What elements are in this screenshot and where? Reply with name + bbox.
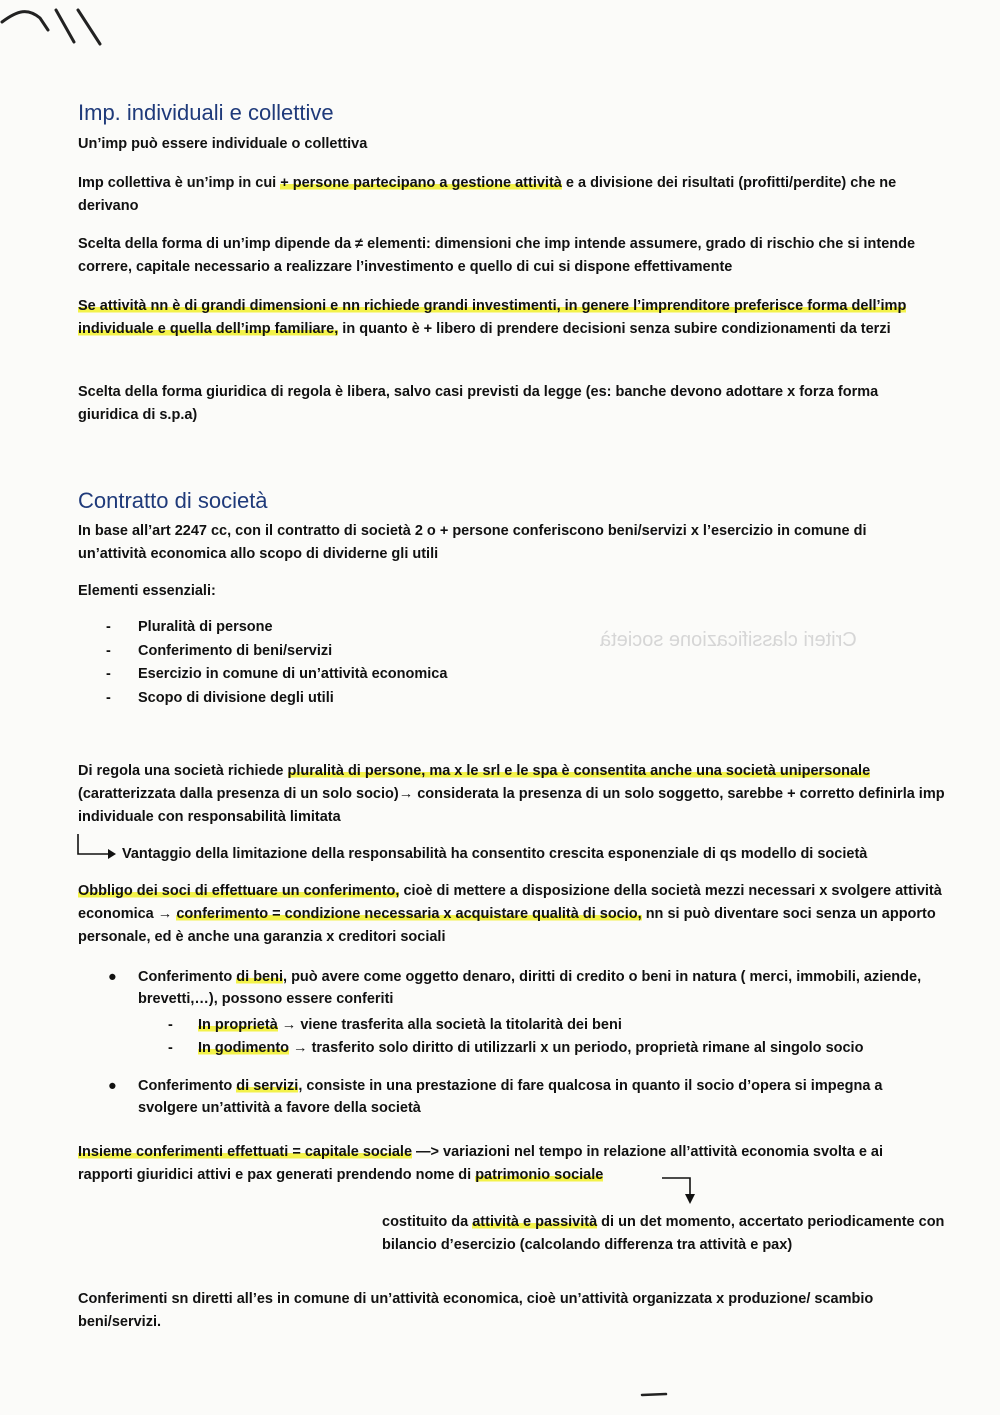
elements-list: [106, 616, 447, 710]
bleed-through-text: Criteri classificazione società: [600, 629, 857, 651]
bullet-icon: ●: [108, 1078, 117, 1094]
section-title: Contratto di società: [78, 488, 268, 513]
bullet-icon: ●: [108, 969, 117, 985]
pen-mark-decoration: [640, 1390, 670, 1400]
paragraph: In base all’art 2247 cc, con il contratto di società 2 o + persone conferiscono beni/servizi x l’esercizio in comune di un’attività economica allo scopo di dividerne gli utili: [78, 523, 867, 562]
section-title: Imp. individuali e collettive: [78, 100, 334, 125]
arrow-icon: [74, 832, 124, 868]
pen-mark-decoration: [0, 0, 110, 60]
list-item: - Scopo di divisione degli utili: [106, 687, 447, 711]
paragraph: Obbligo dei soci di effettuare un conferimento, cioè di mettere a disposizione della società mezzi necessari x svolgere attività economica → conferimento = condizione necessaria x acquistare qualità di socio, nn si può diventare soci senza un apporto personale, ed è anche una garanzia x creditori sociali: [78, 883, 942, 945]
list-item: - Conferimento di beni/servizi: [106, 640, 447, 664]
paragraph: Insieme conferimenti effettuati = capitale sociale —> variazioni nel tempo in relazione all’attività economia svolta e ai rapporti giuridici attivi e pax generati prendendo nome di patrimonio sociale: [78, 1144, 884, 1183]
sub-item: - In proprietà → viene trasferita alla società la titolarità dei beni: [168, 1014, 622, 1037]
paragraph: Un’imp può essere individuale o collettiva: [78, 136, 368, 152]
paragraph: Conferimenti sn diretti all’es in comune di un’attività economica, cioè un’attività organizzata x produzione/ scambio beni/servizi.: [78, 1291, 874, 1330]
paragraph: Imp collettiva è un’imp in cui + persone partecipano a gestione attività e a divisione dei risultati (profitti/perdite) che ne derivano: [78, 175, 897, 214]
paragraph: Di regola una società richiede pluralità di persone, ma x le srl e le spa è consentita anche una società unipersonale (caratterizzata dalla presenza di un solo socio)→ considerata la presenza di un solo soggetto, sarebbe + corretto definirla imp individuale con responsabilità limitata: [78, 763, 945, 825]
sub-item: - In godimento → trasferito solo diritto di utilizzarli x un periodo, proprietà rimane al singolo socio: [168, 1037, 863, 1060]
document-page: Criteri classificazione società Imp. individuali e collettive Un’imp può essere individuale o collettiva Imp collettiva è un’imp in cui + persone partecipano a gestione attività e a divisione dei risultati (profitti/perdite) che ne derivano Scelta della forma di un’imp dipende da ≠ elementi: dimensioni che imp intende assumere, grado di rischio che si intende correre, capitale necessario a realizzare l’investimento e quello di cui si dispone effettivamente Se attività nn è di grandi dimensioni e nn richiede grandi investimenti, in genere l’imprenditore preferisce forma dell’imp individuale e quella dell’imp familiare, in quanto è + libero di prendere decisioni senza subire condizionamenti da terzi Scelta della forma giuridica di regola è libera, salvo casi previsti da legge (es: banche devono adottare x forza forma giuridica di s.p.a) Contratto di società In base all’art 2247 cc, con il contratto di società 2 o + persone conferiscono beni/servizi x l’esercizio in comune di un’attività economica allo scopo di dividerne gli utili Elementi essenziali: - Pluralità di persone - Conferimento di beni/servizi - Esercizio in comune di un’attività economica - Scopo di divisione degli utili Di regola una società richiede pluralità di persone, ma x le srl e le spa è consentita anche una società unipersonale (caratterizzata dalla presenza di un solo socio)→ considerata la presenza di un solo soggetto, sarebbe + corretto definirla imp individuale con responsabilità limitata Vantaggio della limitazione della responsabilità ha consentito crescita esponenziale di qs modello di società Obbligo dei soci di effettuare un conferimento, cioè di mettere a disposizione della società mezzi necessari x svolgere attività economica → conferimento = condizione necessaria x acquistare qualità di socio, nn si può diventare soci senza un apporto personale, ed è anche una garanzia x creditori sociali ● Conferimento di beni, può avere come oggetto denaro, diritti di credito o beni in natura ( merci, immobili, aziende, brevetti,…), possono essere conferiti - In proprietà → viene trasferita alla società la titolarità dei beni - In godimento → trasferito solo diritto di utilizzarli x un periodo, proprietà rimane al singolo socio ● Conferimento di servizi, consiste in una prestazione di fare qualcosa in quanto il socio d’opera si impegna a svolgere un’attività a favore della società Insieme conferimenti effettuati = capitale sociale —> variazioni nel tempo in relazione all’attività economia svolta e ai rapporti giuridici attivi e pax generati prendendo nome di patrimonio sociale costituito da attività e passività di un det momento, accertato periodicamente con bilancio d’esercizio (calcolando differenza tra attività e pax) Conferimenti sn diretti all’es in comune di un’attività economica, cioè un’attività organizzata x produzione/ scambio beni/servizi.: [0, 0, 1000, 1415]
paragraph: Scelta della forma giuridica di regola è libera, salvo casi previsti da legge (es: banche devono adottare x forza forma giuridica di s.p.a): [78, 384, 879, 423]
paragraph: Scelta della forma di un’imp dipende da ≠ elementi: dimensioni che imp intende assumere, grado di rischio che si intende correre, capitale necessario a realizzare l’investimento e quello di cui si dispone effettivamente: [78, 236, 916, 275]
arrow-icon: [660, 1170, 710, 1210]
list-item: - Esercizio in comune di un’attività economica: [106, 663, 447, 687]
paragraph: costituito da attività e passività di un det momento, accertato periodicamente con bilancio d’esercizio (calcolando differenza tra attività e pax): [382, 1214, 945, 1253]
list-item: - Pluralità di persone: [106, 616, 447, 640]
paragraph: Vantaggio della limitazione della responsabilità ha consentito crescita esponenziale di qs modello di società: [122, 846, 868, 862]
elements-label: Elementi essenziali:: [78, 583, 216, 599]
paragraph: Se attività nn è di grandi dimensioni e nn richiede grandi investimenti, in genere l’imprenditore preferisce forma dell’imp individuale e quella dell’imp familiare, in quanto è + libero di prendere decisioni senza subire condizionamenti da terzi: [78, 298, 907, 337]
